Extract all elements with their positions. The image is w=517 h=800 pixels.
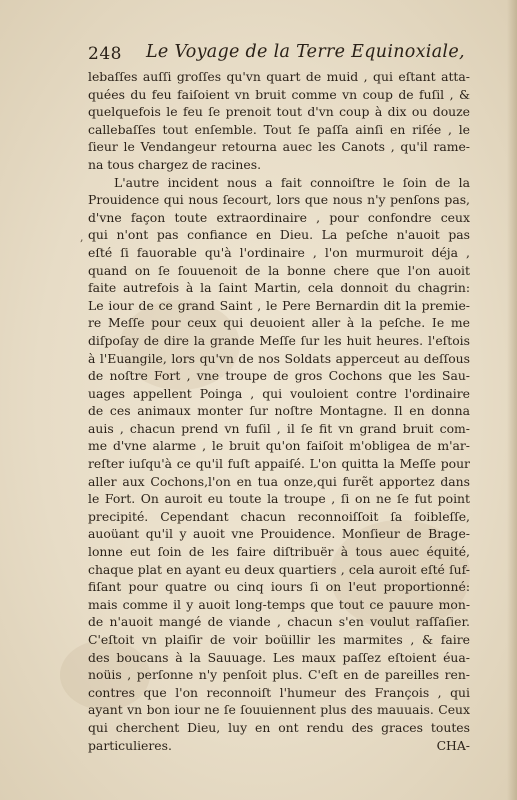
text-line: de ces animaux monter ſur noſtre Montagne. Il en donna	[88, 403, 470, 419]
text-line: Prouidence qui nous ſecourt, lors que nous n'y penſons pas,	[88, 192, 470, 208]
text-line: lebaſſes auſſi groſſes qu'vn quart de muid , qui eſtant atta-	[88, 69, 470, 84]
text-line: ayant vn bon iour ne ſe ſouuiennent plus des mauuais. Ceux	[88, 702, 470, 718]
text-line: re Meſſe pour ceux qui deuoient aller à la peſche. Ie me	[88, 315, 470, 331]
text-line: le Fort. On auroit eu toute la troupe , ſi on ne ſe fut point	[88, 491, 470, 507]
text-line: uages appellent Poinga , qui vouloient contre l'ordinaire	[88, 385, 470, 401]
text-line: auis , chacun prend vn fuſil , il ſe fit vn grand bruit com-	[88, 420, 470, 436]
text-line: particulieres.	[88, 737, 172, 753]
body-text	[88, 68, 470, 754]
text-line: C'eſtoit vn plaiſir de voir boüillir les marmites , & faire	[88, 632, 470, 647]
text-line: quées du feu faiſoient vn bruit comme vn coup de fuſil , &	[88, 86, 470, 102]
text-line: fiſant pour quatre ou cinq iours ſi on l'eut proportionné:	[88, 579, 470, 595]
text-line: Le iour de ce grand Saint , le Pere Bernardin dit la premie-	[88, 297, 470, 313]
running-header	[88, 40, 478, 66]
page-edge-shadow	[507, 0, 517, 800]
text-line: na tous chargez de racines.	[88, 156, 262, 172]
text-line: lonne eut ſoin de les faire diſtribuër à tous auec équité,	[88, 544, 470, 560]
text-line-final	[88, 737, 470, 755]
text-line: reſter iuſqu'à ce qu'il fuſt appaiſé. L'on quitta la Meſſe pour	[88, 456, 470, 472]
text-line: noüis , perſonne n'y penſoit plus. C'eſt en de pareilles ren-	[88, 667, 470, 683]
text-line: à l'Euangile, lors qu'vn de nos Soldats apperceut au deſſous	[88, 350, 470, 366]
text-line: L'autre incident nous a fait connoiſtre le ſoin de la	[114, 174, 470, 190]
text-line: chaque plat en ayant eu deux quartiers , cela auroit eſté ſuf-	[88, 561, 470, 577]
text-line: mais comme il y auoit long-temps que tout ce pauure mon-	[88, 596, 470, 612]
text-line: auoüant qu'il y auoit vne Prouidence. Monſieur de Brage-	[88, 526, 470, 542]
text-line: ſieur le Vendangeur retourna auec les Canots , qu'il rame-	[88, 139, 470, 155]
text-line: aller aux Cochons,l'on en tua onze,qui furẽt apportez dans	[88, 473, 470, 489]
text-line: quelquefois le feu ſe prenoit tout d'vn coup à dix ou douze	[88, 104, 470, 120]
running-title: Le Voyage de la Terre Equinoxiale,	[146, 42, 465, 62]
text-line: qui cherchent Dieu, luy en ont rendu des graces toutes	[88, 719, 470, 735]
text-line: quand on ſe ſouuenoit de la bonne chere que l'on auoit	[88, 262, 470, 278]
margin-mark: ,	[80, 231, 84, 244]
text-line: de n'auoit mangé de viande , chacun s'en voulut raſſaſier.	[88, 614, 470, 630]
text-line: eſté ſi fauorable qu'à l'ordinaire , l'on murmuroit déja ,	[88, 244, 470, 260]
catchword: CHA-	[436, 737, 470, 753]
text-line: callebaſſes tout enſemble. Tout ſe paſſa ainſi en riſée , le	[88, 121, 470, 137]
text-line: d'vne façon toute extraordinaire , pour confondre ceux	[88, 209, 470, 225]
text-line: me d'vne alarme , le bruit qu'on faiſoit m'obligea de m'ar-	[88, 438, 470, 454]
text-line: de noſtre Fort , vne troupe de gros Cochons que les Sau-	[88, 368, 470, 384]
page-number: 248	[88, 44, 122, 64]
text-line: contres que l'on reconnoiſt l'humeur des François , qui	[88, 684, 470, 700]
text-line: diſpoſay de dire la grande Meſſe ſur les huit heures. l'eſtois	[88, 332, 470, 348]
text-line: qui n'ont pas confiance en Dieu. La peſche n'auoit pas	[88, 227, 470, 243]
text-line: des boucans à la Sauuage. Les maux paſſez eſtoient éua-	[88, 649, 470, 665]
text-line: precipité. Cependant chacun reconnoiſſoit ſa foibleſſe,	[88, 508, 470, 524]
text-line: faite autrefois à la ſaint Martin, cela donnoit du chagrin:	[88, 280, 470, 296]
